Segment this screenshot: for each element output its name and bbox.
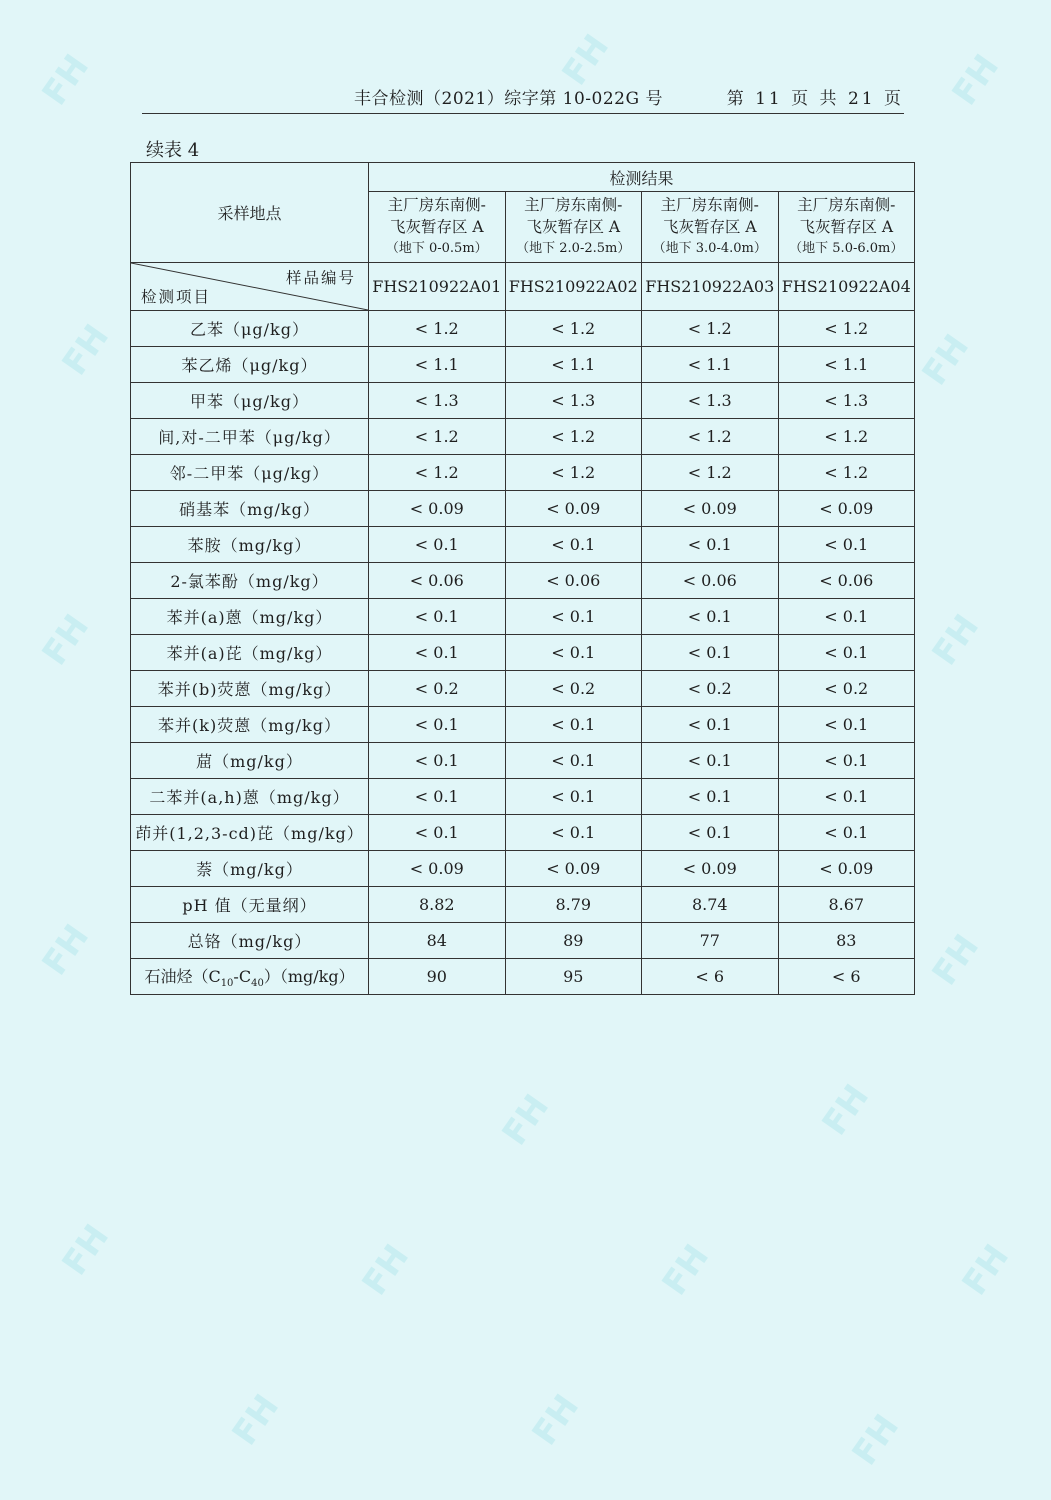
table-row bbox=[131, 671, 915, 707]
result-value: < 0.09 bbox=[778, 851, 915, 887]
result-value: < 0.1 bbox=[505, 707, 642, 743]
sampling-site-label: 采样地点 bbox=[131, 163, 369, 263]
item-prefix: 石油烃（C bbox=[144, 966, 221, 986]
result-value: < 6 bbox=[778, 959, 915, 995]
result-value: 8.82 bbox=[369, 887, 506, 923]
watermark-text: FH bbox=[814, 1077, 878, 1143]
result-value: < 0.1 bbox=[505, 779, 642, 815]
result-value: < 0.1 bbox=[505, 527, 642, 563]
result-value: < 1.2 bbox=[778, 455, 915, 491]
result-value: < 1.2 bbox=[642, 311, 779, 347]
result-value: < 0.1 bbox=[642, 707, 779, 743]
watermark-text: FH bbox=[494, 1087, 558, 1153]
result-value: < 1.2 bbox=[778, 419, 915, 455]
site-line-2: 飞灰暂存区 A bbox=[662, 218, 757, 236]
site-cell bbox=[642, 192, 779, 263]
watermark-text: FH bbox=[54, 317, 118, 383]
result-value: < 0.1 bbox=[778, 599, 915, 635]
results-table bbox=[130, 162, 915, 995]
result-value: < 1.2 bbox=[505, 311, 642, 347]
result-value: < 0.1 bbox=[642, 527, 779, 563]
sample-id: FHS210922A03 bbox=[642, 263, 779, 311]
result-value: < 6 bbox=[642, 959, 779, 995]
table-row bbox=[131, 635, 915, 671]
result-value: < 1.1 bbox=[642, 347, 779, 383]
result-value: < 0.09 bbox=[642, 851, 779, 887]
table-row bbox=[131, 527, 915, 563]
table-row bbox=[131, 707, 915, 743]
site-cell bbox=[369, 192, 506, 263]
site-line-1: 主厂房东南侧- bbox=[387, 196, 486, 214]
table-caption: 续表 4 bbox=[146, 140, 200, 161]
result-value: 77 bbox=[642, 923, 779, 959]
table-row bbox=[131, 383, 915, 419]
report-number: 丰合检测（2021）综字第 10-022G 号 bbox=[354, 89, 663, 109]
table-row bbox=[131, 815, 915, 851]
test-item: 甲苯（μg/kg） bbox=[131, 383, 369, 419]
result-value: < 0.09 bbox=[778, 491, 915, 527]
test-item: 邻-二甲苯（μg/kg） bbox=[131, 455, 369, 491]
result-value: < 1.2 bbox=[369, 311, 506, 347]
result-value: < 1.2 bbox=[369, 419, 506, 455]
site-depth: （地下 5.0-6.0m） bbox=[789, 241, 904, 256]
test-item: 苯并(a)芘（mg/kg） bbox=[131, 635, 369, 671]
result-value: < 0.1 bbox=[642, 635, 779, 671]
test-item: 苯胺（mg/kg） bbox=[131, 527, 369, 563]
sample-id-row bbox=[131, 263, 915, 311]
sample-id: FHS210922A01 bbox=[369, 263, 506, 311]
result-value: < 0.1 bbox=[642, 743, 779, 779]
site-line-1: 主厂房东南侧- bbox=[524, 196, 623, 214]
page-number: 第 11 页 共 21 页 bbox=[726, 89, 904, 109]
test-item: 苯并(k)荧蒽（mg/kg） bbox=[131, 707, 369, 743]
result-value: 84 bbox=[369, 923, 506, 959]
result-value: < 1.2 bbox=[778, 311, 915, 347]
table-row bbox=[131, 563, 915, 599]
result-value: < 1.1 bbox=[369, 347, 506, 383]
result-value: < 1.3 bbox=[505, 383, 642, 419]
result-value: < 1.2 bbox=[505, 419, 642, 455]
watermark-text: FH bbox=[654, 1237, 718, 1303]
sample-id: FHS210922A02 bbox=[505, 263, 642, 311]
watermark-text: FH bbox=[924, 927, 988, 993]
site-depth: （地下 2.0-2.5m） bbox=[516, 241, 631, 256]
table-row bbox=[131, 347, 915, 383]
result-value: < 0.1 bbox=[642, 815, 779, 851]
table-row bbox=[131, 923, 915, 959]
site-cell bbox=[505, 192, 642, 263]
result-value: < 1.1 bbox=[505, 347, 642, 383]
site-line-2: 飞灰暂存区 A bbox=[526, 218, 621, 236]
watermark-text: FH bbox=[354, 1237, 418, 1303]
result-value: < 0.09 bbox=[369, 491, 506, 527]
watermark-text: FH bbox=[844, 1407, 908, 1473]
result-value: < 0.2 bbox=[778, 671, 915, 707]
result-value: < 1.2 bbox=[505, 455, 642, 491]
result-value: < 0.1 bbox=[642, 599, 779, 635]
table-row bbox=[131, 599, 915, 635]
site-depth: （地下 3.0-4.0m） bbox=[652, 241, 767, 256]
site-line-1: 主厂房东南侧- bbox=[797, 196, 896, 214]
result-value: < 0.1 bbox=[778, 527, 915, 563]
result-value: < 0.06 bbox=[505, 563, 642, 599]
subscript: 40 bbox=[251, 978, 264, 990]
table-row bbox=[131, 419, 915, 455]
table-row bbox=[131, 851, 915, 887]
result-value: 90 bbox=[369, 959, 506, 995]
result-value: 8.67 bbox=[778, 887, 915, 923]
sample-id: FHS210922A04 bbox=[778, 263, 915, 311]
result-value: < 1.2 bbox=[642, 419, 779, 455]
watermark-text: FH bbox=[34, 47, 98, 113]
test-item bbox=[131, 959, 369, 995]
test-item-label: 检测项目 bbox=[141, 288, 212, 306]
test-item: 茚并(1,2,3-cd)芘（mg/kg） bbox=[131, 815, 369, 851]
result-value: < 0.1 bbox=[505, 599, 642, 635]
site-line-2: 飞灰暂存区 A bbox=[799, 218, 894, 236]
site-line-1: 主厂房东南侧- bbox=[660, 196, 759, 214]
test-item: 2-氯苯酚（mg/kg） bbox=[131, 563, 369, 599]
result-value: 8.74 bbox=[642, 887, 779, 923]
watermark-text: FH bbox=[34, 607, 98, 673]
results-label: 检测结果 bbox=[369, 163, 915, 192]
result-value: < 0.1 bbox=[778, 779, 915, 815]
result-value: < 1.2 bbox=[642, 455, 779, 491]
result-value: < 0.1 bbox=[505, 743, 642, 779]
watermark-text: FH bbox=[554, 27, 618, 93]
item-suffix: ）（mg/kg） bbox=[263, 966, 355, 986]
test-item: 䓛（mg/kg） bbox=[131, 743, 369, 779]
result-value: < 0.09 bbox=[505, 851, 642, 887]
result-value: < 0.09 bbox=[505, 491, 642, 527]
watermark-text: FH bbox=[524, 1387, 588, 1453]
table-row bbox=[131, 491, 915, 527]
test-item: pH 值（无量纲） bbox=[131, 887, 369, 923]
site-depth: （地下 0-0.5m） bbox=[385, 241, 488, 256]
result-value: 95 bbox=[505, 959, 642, 995]
sample-id-label: 样品编号 bbox=[285, 269, 356, 287]
watermark-text: FH bbox=[954, 1237, 1018, 1303]
result-value: 8.79 bbox=[505, 887, 642, 923]
result-value: < 0.1 bbox=[369, 815, 506, 851]
test-item: 二苯并(a,h)蒽（mg/kg） bbox=[131, 779, 369, 815]
test-item: 苯乙烯（μg/kg） bbox=[131, 347, 369, 383]
result-value: < 0.09 bbox=[642, 491, 779, 527]
watermark-text: FH bbox=[924, 607, 988, 673]
table-row bbox=[131, 779, 915, 815]
watermark-text: FH bbox=[914, 327, 978, 393]
result-value: < 0.06 bbox=[778, 563, 915, 599]
result-value: 83 bbox=[778, 923, 915, 959]
result-value: < 0.1 bbox=[778, 707, 915, 743]
report-header bbox=[142, 84, 904, 114]
result-value: < 1.3 bbox=[778, 383, 915, 419]
table-row bbox=[131, 455, 915, 491]
result-value: < 0.1 bbox=[778, 743, 915, 779]
test-item: 苯并(a)蒽（mg/kg） bbox=[131, 599, 369, 635]
site-cell bbox=[778, 192, 915, 263]
result-value: < 0.2 bbox=[369, 671, 506, 707]
result-value: < 0.06 bbox=[369, 563, 506, 599]
test-item: 乙苯（μg/kg） bbox=[131, 311, 369, 347]
result-value: < 0.06 bbox=[642, 563, 779, 599]
site-line-2: 飞灰暂存区 A bbox=[389, 218, 484, 236]
diagonal-header-cell bbox=[131, 263, 369, 311]
result-value: < 0.1 bbox=[369, 707, 506, 743]
result-value: < 0.1 bbox=[642, 779, 779, 815]
result-value: < 0.09 bbox=[369, 851, 506, 887]
result-value: < 0.2 bbox=[505, 671, 642, 707]
watermark-text: FH bbox=[34, 917, 98, 983]
header-row bbox=[131, 163, 915, 192]
result-value: < 0.1 bbox=[778, 815, 915, 851]
result-value: < 1.3 bbox=[642, 383, 779, 419]
test-item: 硝基苯（mg/kg） bbox=[131, 491, 369, 527]
test-item: 萘（mg/kg） bbox=[131, 851, 369, 887]
test-item: 苯并(b)荧蒽（mg/kg） bbox=[131, 671, 369, 707]
result-value: < 0.1 bbox=[369, 527, 506, 563]
result-value: < 0.1 bbox=[369, 599, 506, 635]
watermark-text: FH bbox=[54, 1217, 118, 1283]
result-value: < 0.1 bbox=[505, 635, 642, 671]
result-value: < 1.1 bbox=[778, 347, 915, 383]
subscript: 10 bbox=[220, 978, 234, 990]
item-mid: -C bbox=[233, 966, 252, 986]
result-value: < 0.1 bbox=[505, 815, 642, 851]
watermark-text: FH bbox=[944, 47, 1008, 113]
result-value: < 0.1 bbox=[369, 743, 506, 779]
result-value: < 0.2 bbox=[642, 671, 779, 707]
watermark-text: FH bbox=[224, 1387, 288, 1453]
result-value: < 0.1 bbox=[369, 779, 506, 815]
result-value: < 1.2 bbox=[369, 455, 506, 491]
result-value: < 1.3 bbox=[369, 383, 506, 419]
table-row bbox=[131, 959, 915, 995]
test-item: 总铬（mg/kg） bbox=[131, 923, 369, 959]
table-row bbox=[131, 887, 915, 923]
table-row bbox=[131, 743, 915, 779]
result-value: < 0.1 bbox=[778, 635, 915, 671]
result-value: < 0.1 bbox=[369, 635, 506, 671]
test-item: 间,对-二甲苯（μg/kg） bbox=[131, 419, 369, 455]
table-row bbox=[131, 311, 915, 347]
result-value: 89 bbox=[505, 923, 642, 959]
